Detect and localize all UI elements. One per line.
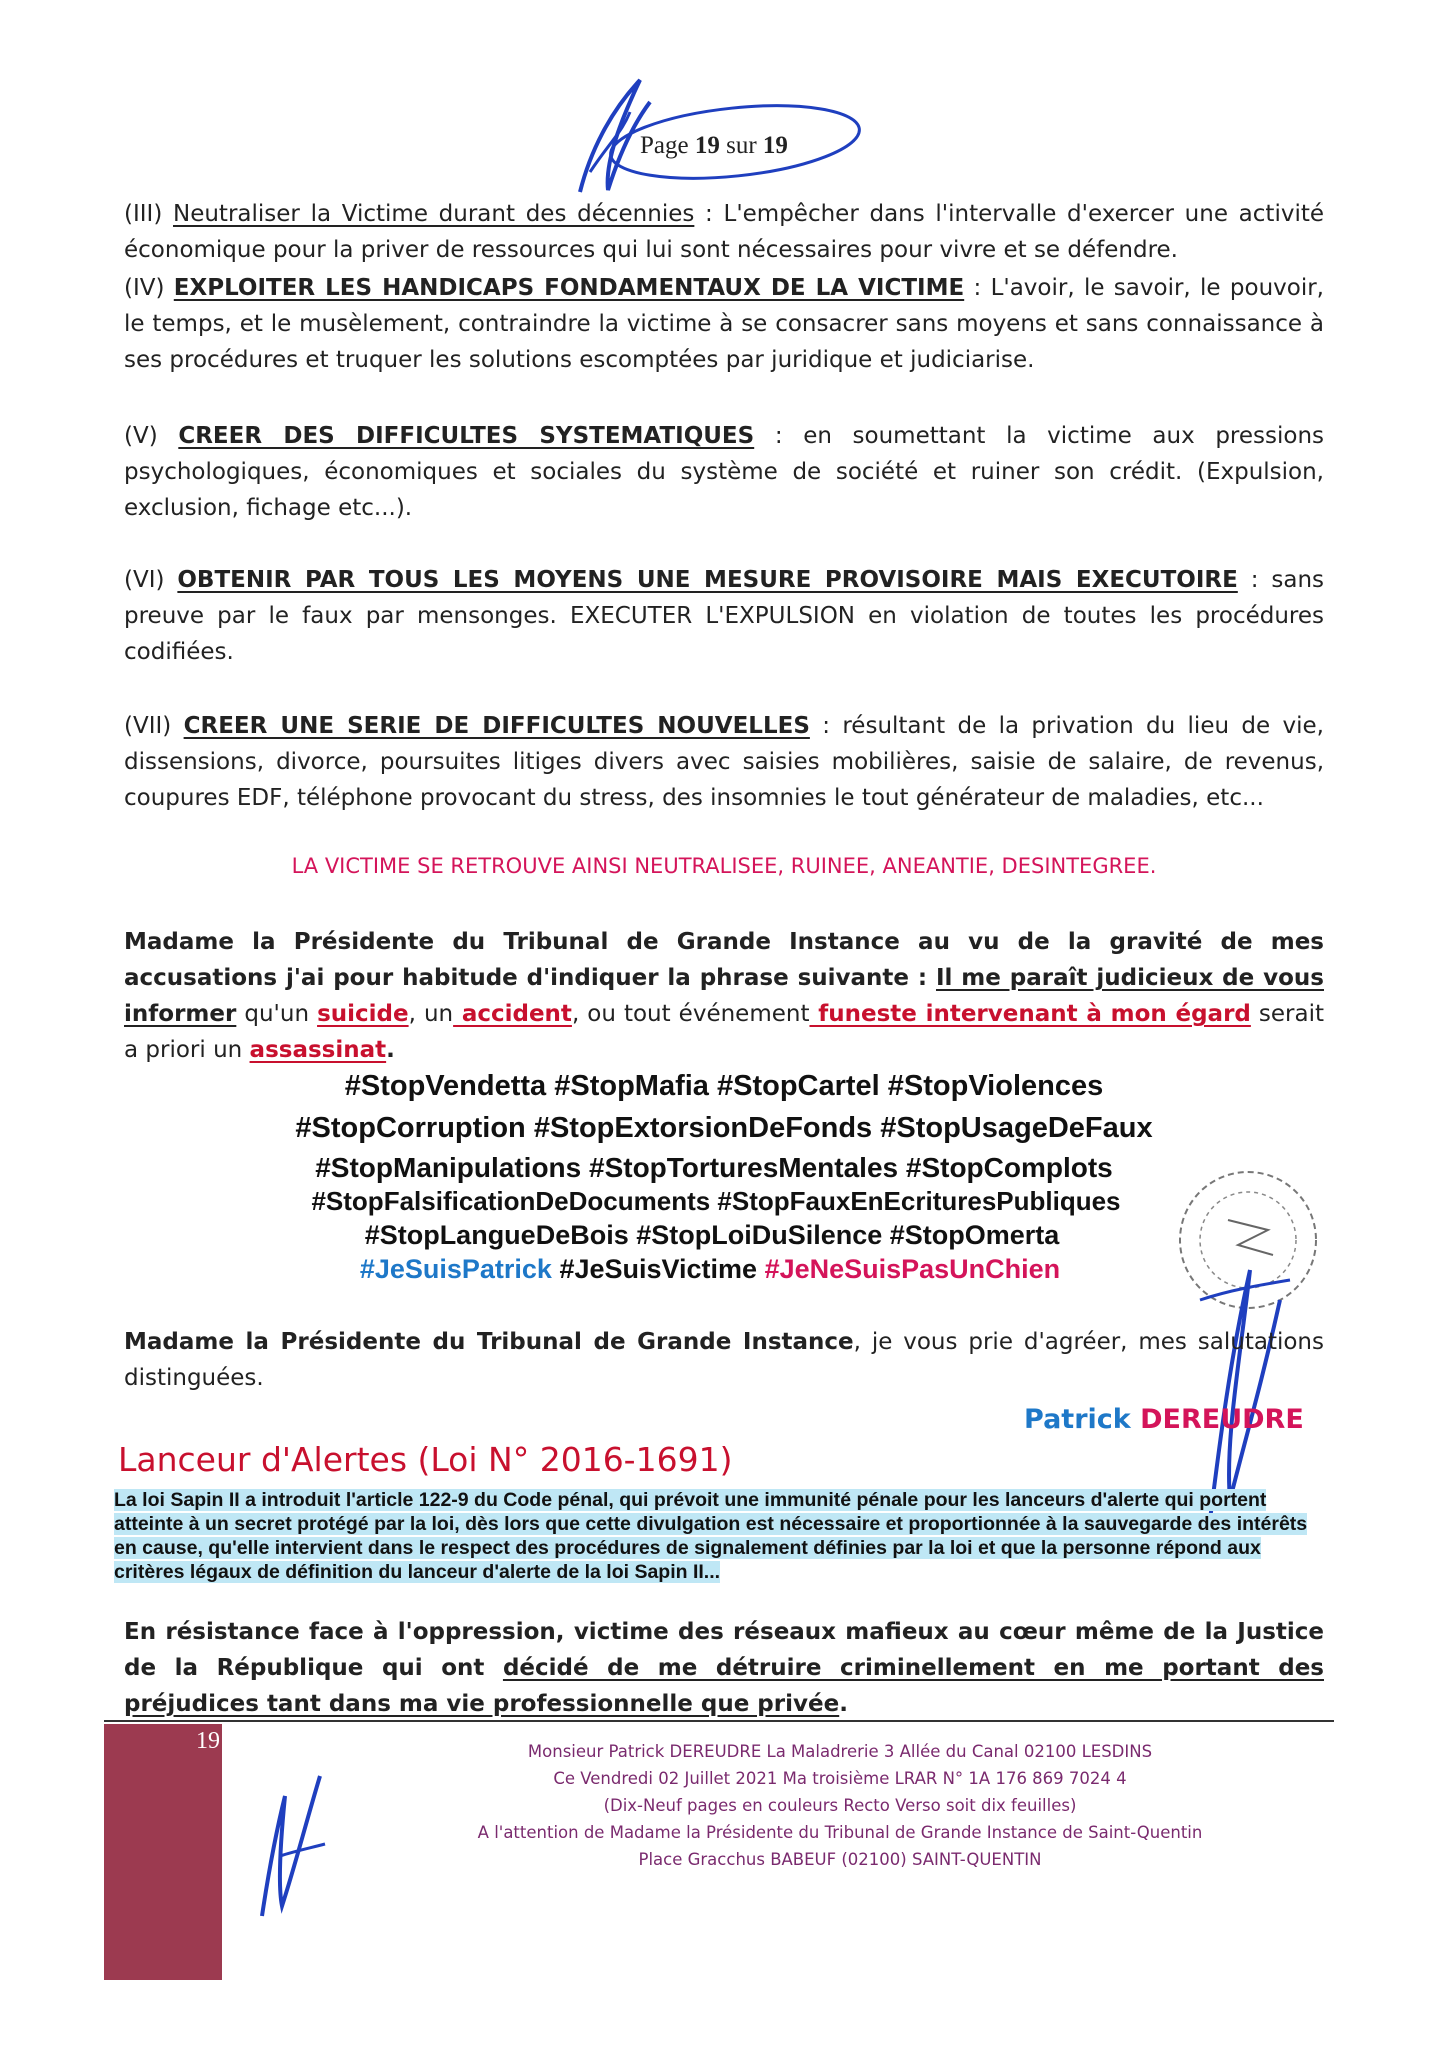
footer-divider xyxy=(104,1720,1334,1722)
hashtag-line-1: #StopVendetta #StopMafia #StopCartel #StopViolences xyxy=(344,1070,1104,1102)
sapin-law-paragraph: La loi Sapin II a introduit l'article 122-9 du Code pénal, qui prévoit une immunité pénale pour les lanceurs d'alerte qui portent atteinte à un secret protégé par la loi, dès lors que cette divulgation est nécessaire et proportionnée à la sauvegarde des intérêts en cause, qu'elle intervient dans le respect des procédures de signalement définies par la loi et que la personne répond aux critères légaux de définition du lanceur d'alerte de la loi Sapin II... xyxy=(114,1489,1308,1583)
footer-line-4: A l'attention de Madame la Présidente du Tribunal de Grande Instance de Saint-Quentin xyxy=(477,1823,1203,1842)
victim-statement: LA VICTIME SE RETROUVE AINSI NEUTRALISEE, RUINEE, ANEANTIE, DESINTEGREE. xyxy=(291,854,1157,878)
footer-initials-icon xyxy=(250,1756,340,1926)
lanceur-title: Lanceur d'Alertes (Loi N° 2016-1691) xyxy=(118,1440,733,1479)
hashtag-line-4: #StopFalsificationDeDocuments #StopFauxEnEcrituresPubliques xyxy=(311,1186,1121,1216)
section-v: (V) CREER DES DIFFICULTES SYSTEMATIQUES : en soumettant la victime aux pressions psychologiques, économiques et sociales du système de société et ruiner son crédit. (Expulsion, exclusion, fichage etc...). xyxy=(124,423,1325,521)
footer-line-3: (Dix-Neuf pages en couleurs Recto Verso soit dix feuilles) xyxy=(603,1796,1077,1815)
footer-line-5: Place Gracchus BABEUF (02100) SAINT-QUENTIN xyxy=(638,1850,1042,1869)
hashtag-line-2: #StopCorruption #StopExtorsionDeFonds #StopUsageDeFaux xyxy=(295,1112,1153,1144)
section-vii: (VII) CREER UNE SERIE DE DIFFICULTES NOUVELLES : résultant de la privation du lieu de vie, dissensions, divorce, poursuites litiges divers avec saisies mobilières, saisie de salaire, de revenus, coupures EDF, téléphone provocant du stress, des insomnies le tout générateur de maladies, etc... xyxy=(124,713,1324,811)
section-vi: (VI) OBTENIR PAR TOUS LES MOYENS UNE MESURE PROVISOIRE MAIS EXECUTOIRE : sans preuve par le faux par mensonges. EXECUTER L'EXPULSION en violation de toutes les procédures codifiées. xyxy=(124,567,1324,665)
signature-name: Patrick DEREUDRE xyxy=(1024,1404,1304,1435)
resistance-paragraph: En résistance face à l'oppression, victime des réseaux mafieux au cœur même de la Justice de la République qui ont décidé de me détruire criminellement en me portant des préjudices tant dans ma vie professionnelle que privée. xyxy=(124,1619,1324,1717)
closing-paragraph: Madame la Présidente du Tribunal de Grande Instance, je vous prie d'agréer, mes salutations distinguées. xyxy=(124,1329,1324,1391)
warning-paragraph: Madame la Présidente du Tribunal de Grande Instance au vu de la gravité de mes accusations j'ai pour habitude d'indiquer la phrase suivante : Il me paraît judicieux de vous informer qu'un suicide, un accident, ou tout événement funeste intervenant à mon égard serait a priori un assassinat. xyxy=(124,929,1325,1063)
footer-page-number: 19 xyxy=(196,1728,220,1754)
hashtag-line-3: #StopManipulations #StopTorturesMentales #StopComplots xyxy=(315,1152,1113,1183)
hashtag-line-6: #JeSuisPatrick #JeSuisVictime #JeNeSuisPasUnChien xyxy=(359,1254,1061,1284)
footer-line-2: Ce Vendredi 02 Juillet 2021 Ma troisième LRAR N° 1A 176 869 7024 4 xyxy=(553,1769,1127,1788)
footer-address xyxy=(380,1738,1300,1873)
page-header: Page 19 sur 19 xyxy=(640,132,788,159)
hashtag-line-5: #StopLangueDeBois #StopLoiDuSilence #StopOmerta xyxy=(364,1220,1060,1250)
footer-color-block xyxy=(104,1724,222,1980)
section-iv: (IV) EXPLOITER LES HANDICAPS FONDAMENTAUX DE LA VICTIME : L'avoir, le savoir, le pouvoir, le temps, et le musèlement, contraindre la victime à se consacrer sans moyens et sans connaissance à ses procédures et truquer les solutions escomptées par juridique et judiciarise. xyxy=(124,275,1324,373)
section-iii: (III) Neutraliser la Victime durant des décennies : L'empêcher dans l'intervalle d'exercer une activité économique pour la priver de ressources qui lui sont nécessaires pour vivre et se défendre. xyxy=(124,201,1325,263)
footer-line-1: Monsieur Patrick DEREUDRE La Maladrerie 3 Allée du Canal 02100 LESDINS xyxy=(527,1742,1153,1761)
